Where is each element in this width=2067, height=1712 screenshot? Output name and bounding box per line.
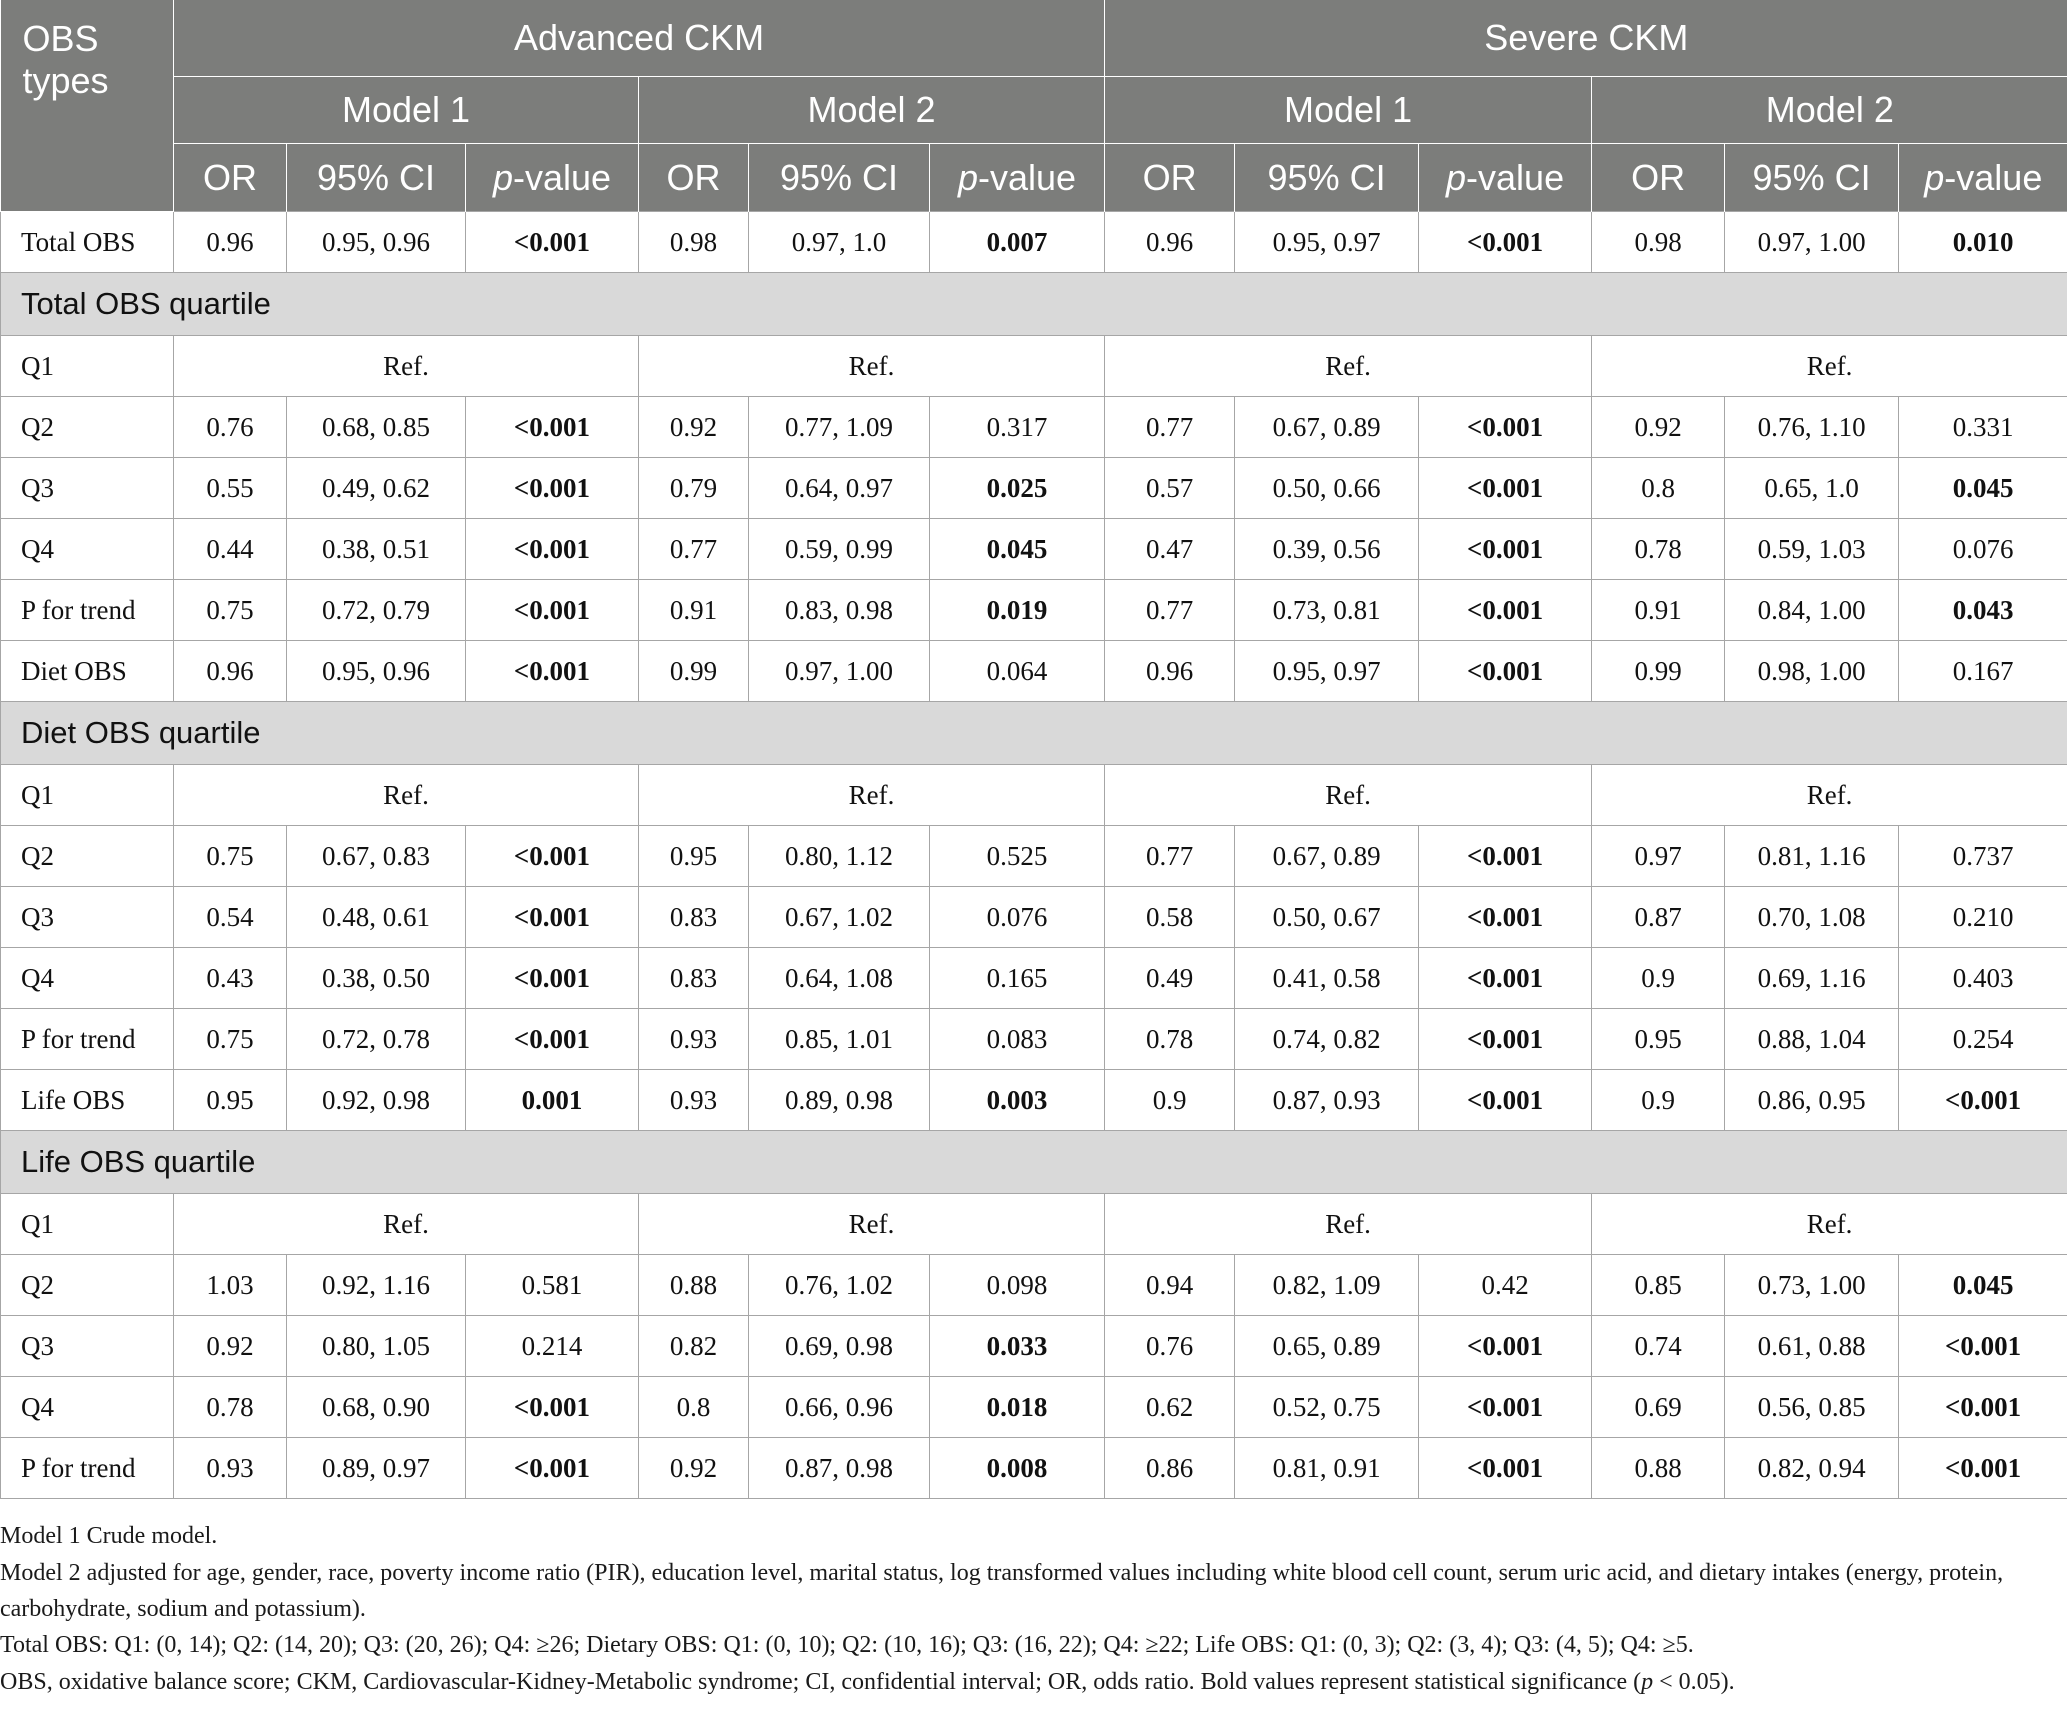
or-cell: 0.77 (639, 519, 749, 580)
or-cell: 0.78 (1592, 519, 1725, 580)
table-row (1, 397, 2067, 458)
or-cell: 0.95 (174, 1070, 287, 1131)
section-row (1, 1131, 2067, 1194)
ci-cell: 0.76, 1.10 (1725, 397, 1899, 458)
ci-cell: 0.65, 1.0 (1725, 458, 1899, 519)
ci-cell: 0.95, 0.96 (287, 212, 466, 273)
ci-cell: 0.59, 0.99 (749, 519, 930, 580)
ci-cell: 0.77, 1.09 (749, 397, 930, 458)
footnote-p-symbol: p (1641, 1669, 1654, 1695)
ref-cell: Ref. (639, 765, 1105, 826)
ci-cell: 0.52, 0.75 (1235, 1377, 1419, 1438)
p-value-cell: <0.001 (1419, 580, 1592, 641)
section-label: Life OBS quartile (1, 1131, 2067, 1194)
ci-cell: 0.67, 1.02 (749, 887, 930, 948)
ci-cell: 0.73, 0.81 (1235, 580, 1419, 641)
ci-cell: 0.66, 0.96 (749, 1377, 930, 1438)
or-cell: 0.96 (174, 641, 287, 702)
ci-cell: 0.97, 1.0 (749, 212, 930, 273)
p-value-cell: <0.001 (1899, 1070, 2067, 1131)
footnote-abbrev-text: OBS, oxidative balance score; CKM, Cardiovascular-Kidney-Metabolic syndrome; CI, confidential interval; OR, odds ratio. Bold values represent statistical significance ( (0, 1669, 1642, 1695)
ci-cell: 0.92, 0.98 (287, 1070, 466, 1131)
p-value-cell: <0.001 (466, 458, 639, 519)
or-cell: 0.99 (639, 641, 749, 702)
p-value-cell: 0.008 (930, 1438, 1105, 1499)
p-value-cell: <0.001 (466, 826, 639, 887)
p-value-cell: <0.001 (466, 1438, 639, 1499)
or-cell: 0.88 (639, 1255, 749, 1316)
ci-cell: 0.95, 0.97 (1235, 212, 1419, 273)
row-label: Q4 (1, 948, 174, 1009)
ci-cell: 0.73, 1.00 (1725, 1255, 1899, 1316)
row-label: Q2 (1, 826, 174, 887)
footnote-model-2: Model 2 adjusted for age, gender, race, poverty income ratio (PIR), education level, marital status, log transformed values including white blood cell count, serum uric acid, and dietary intakes (energy, protein, carbohydrate, sodium and potassium). (0, 1560, 2004, 1622)
table-row (1, 1438, 2067, 1499)
p-value-cell: 0.581 (466, 1255, 639, 1316)
or-cell: 0.96 (1105, 641, 1235, 702)
header-p-rest: -value (512, 156, 612, 198)
or-cell: 0.91 (1592, 580, 1725, 641)
p-value-cell: 0.010 (1899, 212, 2067, 273)
or-cell: 0.91 (639, 580, 749, 641)
header-obs-types: OBS types (1, 0, 174, 212)
ci-cell: 0.98, 1.00 (1725, 641, 1899, 702)
table-row (1, 458, 2067, 519)
table-row (1, 1255, 2067, 1316)
table-row (1, 1316, 2067, 1377)
or-cell: 0.92 (639, 1438, 749, 1499)
ci-cell: 0.69, 1.16 (1725, 948, 1899, 1009)
header-p-rest: -value (1944, 156, 2043, 198)
ref-cell: Ref. (1592, 765, 2067, 826)
p-value-cell: <0.001 (1419, 458, 1592, 519)
or-cell: 1.03 (174, 1255, 287, 1316)
header-advanced-ckm: Advanced CKM (174, 0, 1105, 77)
header-p-value (930, 144, 1105, 212)
footnote-abbrev-end: < 0.05). (1653, 1669, 1735, 1695)
header-p-italic: p (1924, 156, 1945, 198)
ci-cell: 0.61, 0.88 (1725, 1316, 1899, 1377)
table-body (1, 212, 2067, 1499)
or-cell: 0.76 (1105, 1316, 1235, 1377)
or-cell: 0.98 (639, 212, 749, 273)
table-row (1, 580, 2067, 641)
header-p-rest: -value (1466, 156, 1565, 198)
ci-cell: 0.85, 1.01 (749, 1009, 930, 1070)
row-label: Life OBS (1, 1070, 174, 1131)
header-or: OR (639, 144, 749, 212)
or-cell: 0.93 (639, 1009, 749, 1070)
ci-cell: 0.72, 0.79 (287, 580, 466, 641)
table-row (1, 1070, 2067, 1131)
p-value-cell: 0.42 (1419, 1255, 1592, 1316)
ci-cell: 0.67, 0.89 (1235, 826, 1419, 887)
or-cell: 0.99 (1592, 641, 1725, 702)
ci-cell: 0.68, 0.85 (287, 397, 466, 458)
or-cell: 0.76 (174, 397, 287, 458)
p-value-cell: 0.317 (930, 397, 1105, 458)
header-p-italic: p (957, 156, 979, 198)
table-row (1, 948, 2067, 1009)
p-value-cell: <0.001 (1899, 1316, 2067, 1377)
or-cell: 0.93 (639, 1070, 749, 1131)
p-value-cell: 0.076 (930, 887, 1105, 948)
or-cell: 0.94 (1105, 1255, 1235, 1316)
or-cell: 0.97 (1592, 826, 1725, 887)
or-cell: 0.75 (174, 826, 287, 887)
ci-cell: 0.56, 0.85 (1725, 1377, 1899, 1438)
ref-cell: Ref. (639, 336, 1105, 397)
footnote-model-1: Model 1 Crude model. (0, 1523, 218, 1549)
ci-cell: 0.67, 0.89 (1235, 397, 1419, 458)
ci-cell: 0.64, 0.97 (749, 458, 930, 519)
row-label: Q1 (1, 1194, 174, 1255)
p-value-cell: <0.001 (1899, 1377, 2067, 1438)
p-value-cell: <0.001 (1419, 1070, 1592, 1131)
ref-cell: Ref. (174, 1194, 639, 1255)
row-label: P for trend (1, 580, 174, 641)
or-cell: 0.58 (1105, 887, 1235, 948)
header-sev-model-1: Model 1 (1105, 77, 1592, 144)
p-value-cell: <0.001 (1419, 397, 1592, 458)
row-label: Diet OBS (1, 641, 174, 702)
or-cell: 0.77 (1105, 397, 1235, 458)
ref-cell: Ref. (1105, 765, 1592, 826)
ref-cell: Ref. (639, 1194, 1105, 1255)
or-cell: 0.98 (1592, 212, 1725, 273)
ci-cell: 0.82, 0.94 (1725, 1438, 1899, 1499)
ci-cell: 0.69, 0.98 (749, 1316, 930, 1377)
p-value-cell: <0.001 (1419, 1438, 1592, 1499)
p-value-cell: <0.001 (1419, 887, 1592, 948)
ref-cell: Ref. (174, 336, 639, 397)
ref-cell: Ref. (174, 765, 639, 826)
or-cell: 0.92 (639, 397, 749, 458)
p-value-cell: <0.001 (1419, 519, 1592, 580)
table-row (1, 887, 2067, 948)
ci-cell: 0.50, 0.67 (1235, 887, 1419, 948)
header-p-value (1419, 144, 1592, 212)
header-p-italic: p (1446, 156, 1467, 198)
ci-cell: 0.49, 0.62 (287, 458, 466, 519)
p-value-cell: 0.403 (1899, 948, 2067, 1009)
ci-cell: 0.38, 0.51 (287, 519, 466, 580)
p-value-cell: 0.064 (930, 641, 1105, 702)
p-value-cell: <0.001 (466, 948, 639, 1009)
or-cell: 0.69 (1592, 1377, 1725, 1438)
table-row (1, 641, 2067, 702)
or-cell: 0.8 (639, 1377, 749, 1438)
footnotes (0, 1518, 2060, 1701)
p-value-cell: <0.001 (466, 580, 639, 641)
p-value-cell: 0.018 (930, 1377, 1105, 1438)
or-cell: 0.82 (639, 1316, 749, 1377)
row-label: P for trend (1, 1438, 174, 1499)
ci-cell: 0.50, 0.66 (1235, 458, 1419, 519)
p-value-cell: 0.045 (1899, 1255, 2067, 1316)
header-95-ci: 95% CI (749, 144, 930, 212)
table-row (1, 1377, 2067, 1438)
p-value-cell: <0.001 (1419, 1316, 1592, 1377)
ci-cell: 0.65, 0.89 (1235, 1316, 1419, 1377)
p-value-cell: 0.167 (1899, 641, 2067, 702)
ci-cell: 0.81, 1.16 (1725, 826, 1899, 887)
row-label: Q4 (1, 519, 174, 580)
header-or: OR (1105, 144, 1235, 212)
header-severe-ckm: Severe CKM (1105, 0, 2067, 77)
or-cell: 0.75 (174, 1009, 287, 1070)
p-value-cell: <0.001 (466, 397, 639, 458)
ci-cell: 0.68, 0.90 (287, 1377, 466, 1438)
row-label: P for trend (1, 1009, 174, 1070)
ci-cell: 0.84, 1.00 (1725, 580, 1899, 641)
ci-cell: 0.38, 0.50 (287, 948, 466, 1009)
ref-cell: Ref. (1105, 1194, 1592, 1255)
p-value-cell: 0.214 (466, 1316, 639, 1377)
table-row (1, 212, 2067, 273)
p-value-cell: <0.001 (466, 887, 639, 948)
ci-cell: 0.80, 1.05 (287, 1316, 466, 1377)
or-cell: 0.93 (174, 1438, 287, 1499)
table-row (1, 336, 2067, 397)
section-row (1, 273, 2067, 336)
footnote-quartile-ranges: Total OBS: Q1: (0, 14); Q2: (14, 20); Q3: (20, 26); Q4: ≥26; Dietary OBS: Q1: (0, 10); Q2: (10, 16); Q3: (16, 22); Q4: ≥22; Life OBS: Q1: (0, 3); Q2: (3, 4); Q3: (4, 5); Q4: ≥5. (0, 1632, 1694, 1658)
p-value-cell: 0.045 (930, 519, 1105, 580)
header-p-value (466, 144, 639, 212)
ci-cell: 0.64, 1.08 (749, 948, 930, 1009)
ci-cell: 0.92, 1.16 (287, 1255, 466, 1316)
p-value-cell: 0.254 (1899, 1009, 2067, 1070)
row-label: Q3 (1, 1316, 174, 1377)
header-or: OR (174, 144, 287, 212)
or-cell: 0.57 (1105, 458, 1235, 519)
ci-cell: 0.95, 0.96 (287, 641, 466, 702)
ci-cell: 0.87, 0.93 (1235, 1070, 1419, 1131)
section-label: Total OBS quartile (1, 273, 2067, 336)
ci-cell: 0.74, 0.82 (1235, 1009, 1419, 1070)
p-value-cell: 0.025 (930, 458, 1105, 519)
p-value-cell: <0.001 (466, 212, 639, 273)
footnote-abbreviations (0, 1664, 2060, 1701)
table-row (1, 826, 2067, 887)
or-cell: 0.74 (1592, 1316, 1725, 1377)
or-cell: 0.47 (1105, 519, 1235, 580)
ci-cell: 0.87, 0.98 (749, 1438, 930, 1499)
ci-cell: 0.97, 1.00 (1725, 212, 1899, 273)
header-95-ci: 95% CI (287, 144, 466, 212)
or-cell: 0.83 (639, 887, 749, 948)
ci-cell: 0.70, 1.08 (1725, 887, 1899, 948)
or-cell: 0.85 (1592, 1255, 1725, 1316)
or-cell: 0.96 (174, 212, 287, 273)
ref-cell: Ref. (1592, 336, 2067, 397)
row-label: Q3 (1, 887, 174, 948)
ci-cell: 0.59, 1.03 (1725, 519, 1899, 580)
or-cell: 0.79 (639, 458, 749, 519)
p-value-cell: <0.001 (466, 1377, 639, 1438)
header-95-ci: 95% CI (1235, 144, 1419, 212)
header-or: OR (1592, 144, 1725, 212)
or-cell: 0.49 (1105, 948, 1235, 1009)
or-cell: 0.95 (1592, 1009, 1725, 1070)
or-cell: 0.55 (174, 458, 287, 519)
header-p-italic: p (492, 156, 513, 198)
or-cell: 0.78 (1105, 1009, 1235, 1070)
or-cell: 0.95 (639, 826, 749, 887)
ci-cell: 0.67, 0.83 (287, 826, 466, 887)
p-value-cell: 0.007 (930, 212, 1105, 273)
p-value-cell: <0.001 (466, 641, 639, 702)
p-value-cell: <0.001 (1419, 1009, 1592, 1070)
row-label: Q1 (1, 336, 174, 397)
p-value-cell: <0.001 (1419, 212, 1592, 273)
or-cell: 0.92 (174, 1316, 287, 1377)
or-cell: 0.77 (1105, 580, 1235, 641)
p-value-cell: <0.001 (1419, 1377, 1592, 1438)
p-value-cell: <0.001 (1419, 826, 1592, 887)
ci-cell: 0.72, 0.78 (287, 1009, 466, 1070)
p-value-cell: <0.001 (466, 1009, 639, 1070)
row-label: Total OBS (1, 212, 174, 273)
table-row (1, 1009, 2067, 1070)
header-95-ci: 95% CI (1725, 144, 1899, 212)
or-cell: 0.75 (174, 580, 287, 641)
or-cell: 0.96 (1105, 212, 1235, 273)
p-value-cell: 0.210 (1899, 887, 2067, 948)
p-value-cell: 0.083 (930, 1009, 1105, 1070)
or-cell: 0.86 (1105, 1438, 1235, 1499)
p-value-cell: 0.019 (930, 580, 1105, 641)
or-cell: 0.9 (1592, 1070, 1725, 1131)
table-row (1, 1194, 2067, 1255)
or-cell: 0.8 (1592, 458, 1725, 519)
or-cell: 0.78 (174, 1377, 287, 1438)
ci-cell: 0.76, 1.02 (749, 1255, 930, 1316)
p-value-cell: <0.001 (1899, 1438, 2067, 1499)
ci-cell: 0.48, 0.61 (287, 887, 466, 948)
ci-cell: 0.80, 1.12 (749, 826, 930, 887)
ci-cell: 0.41, 0.58 (1235, 948, 1419, 1009)
or-cell: 0.87 (1592, 887, 1725, 948)
p-value-cell: 0.737 (1899, 826, 2067, 887)
ci-cell: 0.81, 0.91 (1235, 1438, 1419, 1499)
p-value-cell: 0.003 (930, 1070, 1105, 1131)
p-value-cell: 0.165 (930, 948, 1105, 1009)
row-label: Q1 (1, 765, 174, 826)
or-cell: 0.77 (1105, 826, 1235, 887)
table-row (1, 765, 2067, 826)
or-cell: 0.54 (174, 887, 287, 948)
ci-cell: 0.39, 0.56 (1235, 519, 1419, 580)
p-value-cell: 0.525 (930, 826, 1105, 887)
ci-cell: 0.89, 0.97 (287, 1438, 466, 1499)
p-value-cell: 0.076 (1899, 519, 2067, 580)
p-value-cell: 0.033 (930, 1316, 1105, 1377)
header-sev-model-2: Model 2 (1592, 77, 2067, 144)
p-value-cell: 0.098 (930, 1255, 1105, 1316)
p-value-cell: <0.001 (466, 519, 639, 580)
or-cell: 0.43 (174, 948, 287, 1009)
section-row (1, 702, 2067, 765)
header-adv-model-2: Model 2 (639, 77, 1105, 144)
or-cell: 0.9 (1105, 1070, 1235, 1131)
header-p-value (1899, 144, 2067, 212)
ci-cell: 0.97, 1.00 (749, 641, 930, 702)
p-value-cell: 0.043 (1899, 580, 2067, 641)
ref-cell: Ref. (1105, 336, 1592, 397)
p-value-cell: <0.001 (1419, 641, 1592, 702)
p-value-cell: 0.001 (466, 1070, 639, 1131)
row-label: Q4 (1, 1377, 174, 1438)
ci-cell: 0.86, 0.95 (1725, 1070, 1899, 1131)
ci-cell: 0.95, 0.97 (1235, 641, 1419, 702)
row-label: Q2 (1, 397, 174, 458)
p-value-cell: <0.001 (1419, 948, 1592, 1009)
or-cell: 0.88 (1592, 1438, 1725, 1499)
header-p-rest: -value (978, 156, 1077, 198)
row-label: Q2 (1, 1255, 174, 1316)
ref-cell: Ref. (1592, 1194, 2067, 1255)
or-cell: 0.62 (1105, 1377, 1235, 1438)
or-cell: 0.83 (639, 948, 749, 1009)
header-adv-model-1: Model 1 (174, 77, 639, 144)
ci-cell: 0.82, 1.09 (1235, 1255, 1419, 1316)
or-cell: 0.44 (174, 519, 287, 580)
p-value-cell: 0.045 (1899, 458, 2067, 519)
section-label: Diet OBS quartile (1, 702, 2067, 765)
or-cell: 0.9 (1592, 948, 1725, 1009)
ci-cell: 0.88, 1.04 (1725, 1009, 1899, 1070)
row-label: Q3 (1, 458, 174, 519)
p-value-cell: 0.331 (1899, 397, 2067, 458)
ci-cell: 0.89, 0.98 (749, 1070, 930, 1131)
table-row (1, 519, 2067, 580)
or-cell: 0.92 (1592, 397, 1725, 458)
subheader-row (1, 144, 2067, 212)
ci-cell: 0.83, 0.98 (749, 580, 930, 641)
